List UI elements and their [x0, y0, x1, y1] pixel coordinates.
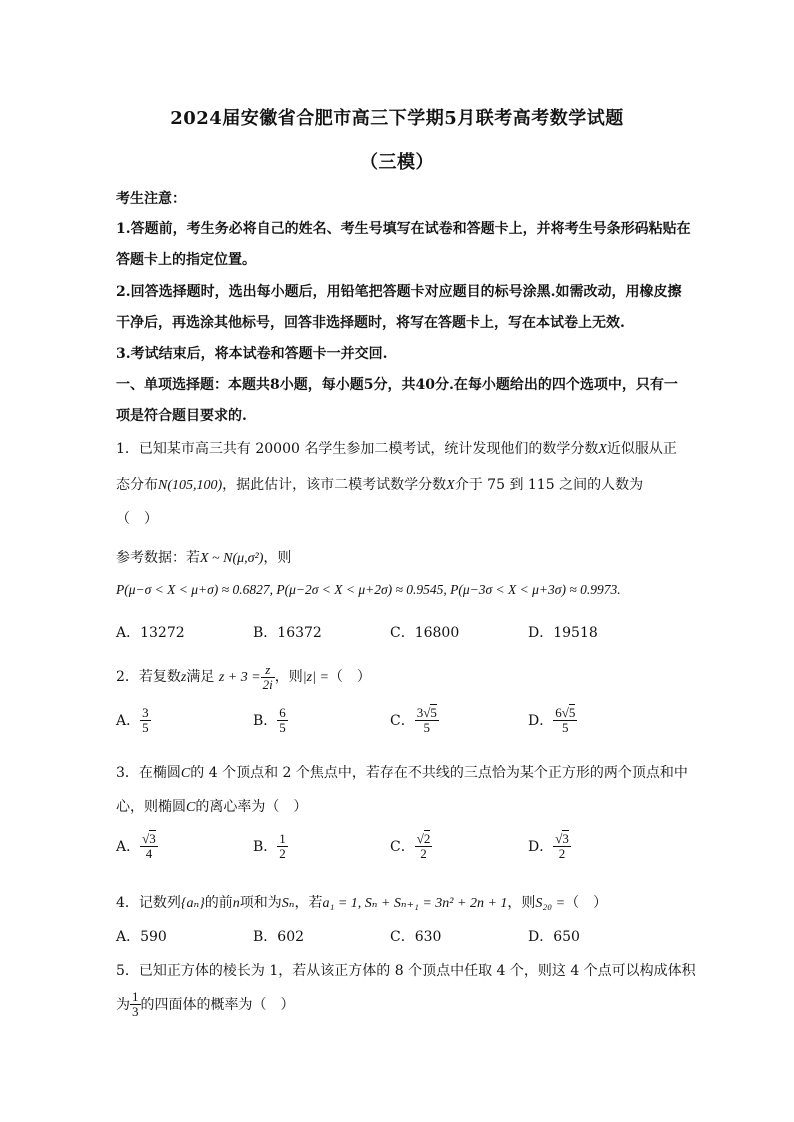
- q4-option-b[interactable]: B．602: [253, 929, 305, 945]
- q2-option-c[interactable]: C． $\frac{3√5}{5}$: [390, 705, 437, 736]
- q3-option-d[interactable]: D． $\frac{√3}{2}$: [528, 831, 569, 862]
- q2-stem: 2．若复数z满足 z + 3 = $\frac{z}{2i}$ ，则|z| =（ ）: [116, 662, 371, 693]
- q1-paren: （ ）: [116, 511, 158, 527]
- q3-line-2: 心，则椭圆C的离心率为（ ）: [116, 799, 308, 815]
- q4-condition: a₁ = 1, Sₙ + Sₙ₊₁ = 3n² + 2n + 1: [322, 896, 508, 911]
- notice-item-2-line-2: 干净后，再选涂其他标号，回答非选择题时，将写在答题卡上，写在本试卷上无效.: [116, 315, 625, 331]
- q1-normal-dist: N(105,100): [158, 478, 223, 493]
- q1-reference-formula: P(μ−σ < X < μ+σ) ≈ 0.6827, P(μ−2σ < X < μ+2σ) ≈ 0.9545, P(μ−3σ < X < μ+3σ) ≈ 0.9973.: [116, 582, 621, 597]
- q4-sequence: {aₙ}: [180, 896, 205, 911]
- q2-abs-z: |z| =: [302, 670, 329, 686]
- q2-option-d[interactable]: D． $\frac{6√5}{5}$: [528, 705, 576, 736]
- q3-option-b[interactable]: B． $\frac{1}{2}$: [253, 831, 286, 862]
- q1-var-x: X: [598, 442, 607, 457]
- q4-option-a[interactable]: A．590: [116, 929, 167, 945]
- q2-option-a[interactable]: A． $\frac{3}{5}$: [116, 705, 149, 736]
- q2-option-b[interactable]: B． $\frac{6}{5}$: [253, 705, 286, 736]
- notice-item-2-line-1: 2.回答选择题时，选出每小题后，用铅笔把答题卡对应题目的标号涂黑.如需改动，用橡皮擦: [116, 284, 682, 300]
- q1-option-b[interactable]: B．16372: [253, 625, 322, 641]
- q1-option-a[interactable]: A．13272: [116, 625, 185, 641]
- q1-ref-dist: X ~ N(μ,σ²): [200, 551, 264, 566]
- q5-fraction: $\frac{1}{3}$: [132, 989, 139, 1020]
- q3-option-c[interactable]: C． $\frac{√2}{2}$: [390, 831, 431, 862]
- q1-option-d[interactable]: D．19518: [528, 625, 598, 641]
- q3-line-1: 3．在椭圆C的 4 个顶点和 2 个焦点中，若存在不共线的三点恰为某个正方形的两个顶点和中: [116, 765, 688, 781]
- section-1-line-2: 项是符合题目要求的.: [116, 408, 247, 424]
- q4-stem: 4．记数列{aₙ}的前n项和为Sₙ，若a₁ = 1, Sₙ + Sₙ₊₁ = 3n² + 2n + 1，则S₂₀ =（ ）: [116, 895, 608, 911]
- notice-item-1-line-2: 答题卡上的指定位置。: [116, 252, 256, 268]
- q2-equation: z + 3 = $\frac{z}{2i}$: [218, 662, 273, 693]
- q5-line-1: 5．已知正方体的棱长为 1，若从该正方体的 8 个顶点中任取 4 个，则这 4 个点可以构成体积: [116, 963, 696, 979]
- q5-line-2: 为 $\frac{1}{3}$ 的四面体的概率为（ ）: [116, 989, 295, 1020]
- q4-option-c[interactable]: C．630: [390, 929, 442, 945]
- q4-option-d[interactable]: D．650: [528, 929, 580, 945]
- notice-item-3: 3.考试结束后，将本试卷和答题卡一并交回.: [116, 346, 388, 362]
- exam-title: 2024届安徽省合肥市高三下学期5月联考高考数学试题: [170, 108, 624, 129]
- notice-item-1-line-1: 1.答题前，考生务必将自己的姓名、考生号填写在试卷和答题卡上，并将考生号条形码粘贴在: [116, 221, 691, 237]
- notice-heading: 考生注意：: [116, 191, 186, 207]
- exam-subtitle: （三模）: [360, 152, 434, 173]
- section-1-line-1: 一、单项选择题：本题共8小题，每小题5分，共40分.在每小题给出的四个选项中，只有一: [116, 377, 678, 393]
- q1-option-c[interactable]: C．16800: [390, 625, 460, 641]
- q4-s20: S₂₀ =: [535, 896, 566, 911]
- q1-line-1: 1．已知某市高三共有 20000 名学生参加二模考试，统计发现他们的数学分数X近似服从正: [116, 441, 677, 457]
- q3-option-a[interactable]: A． $\frac{√3}{4}$: [116, 831, 156, 862]
- q1-line-2: 态分布N(105,100)，据此估计，该市二模考试数学分数X介于 75 到 115 之间的人数为: [116, 477, 644, 493]
- q1-reference-line: 参考数据：若X ~ N(μ,σ²)，则: [116, 550, 292, 566]
